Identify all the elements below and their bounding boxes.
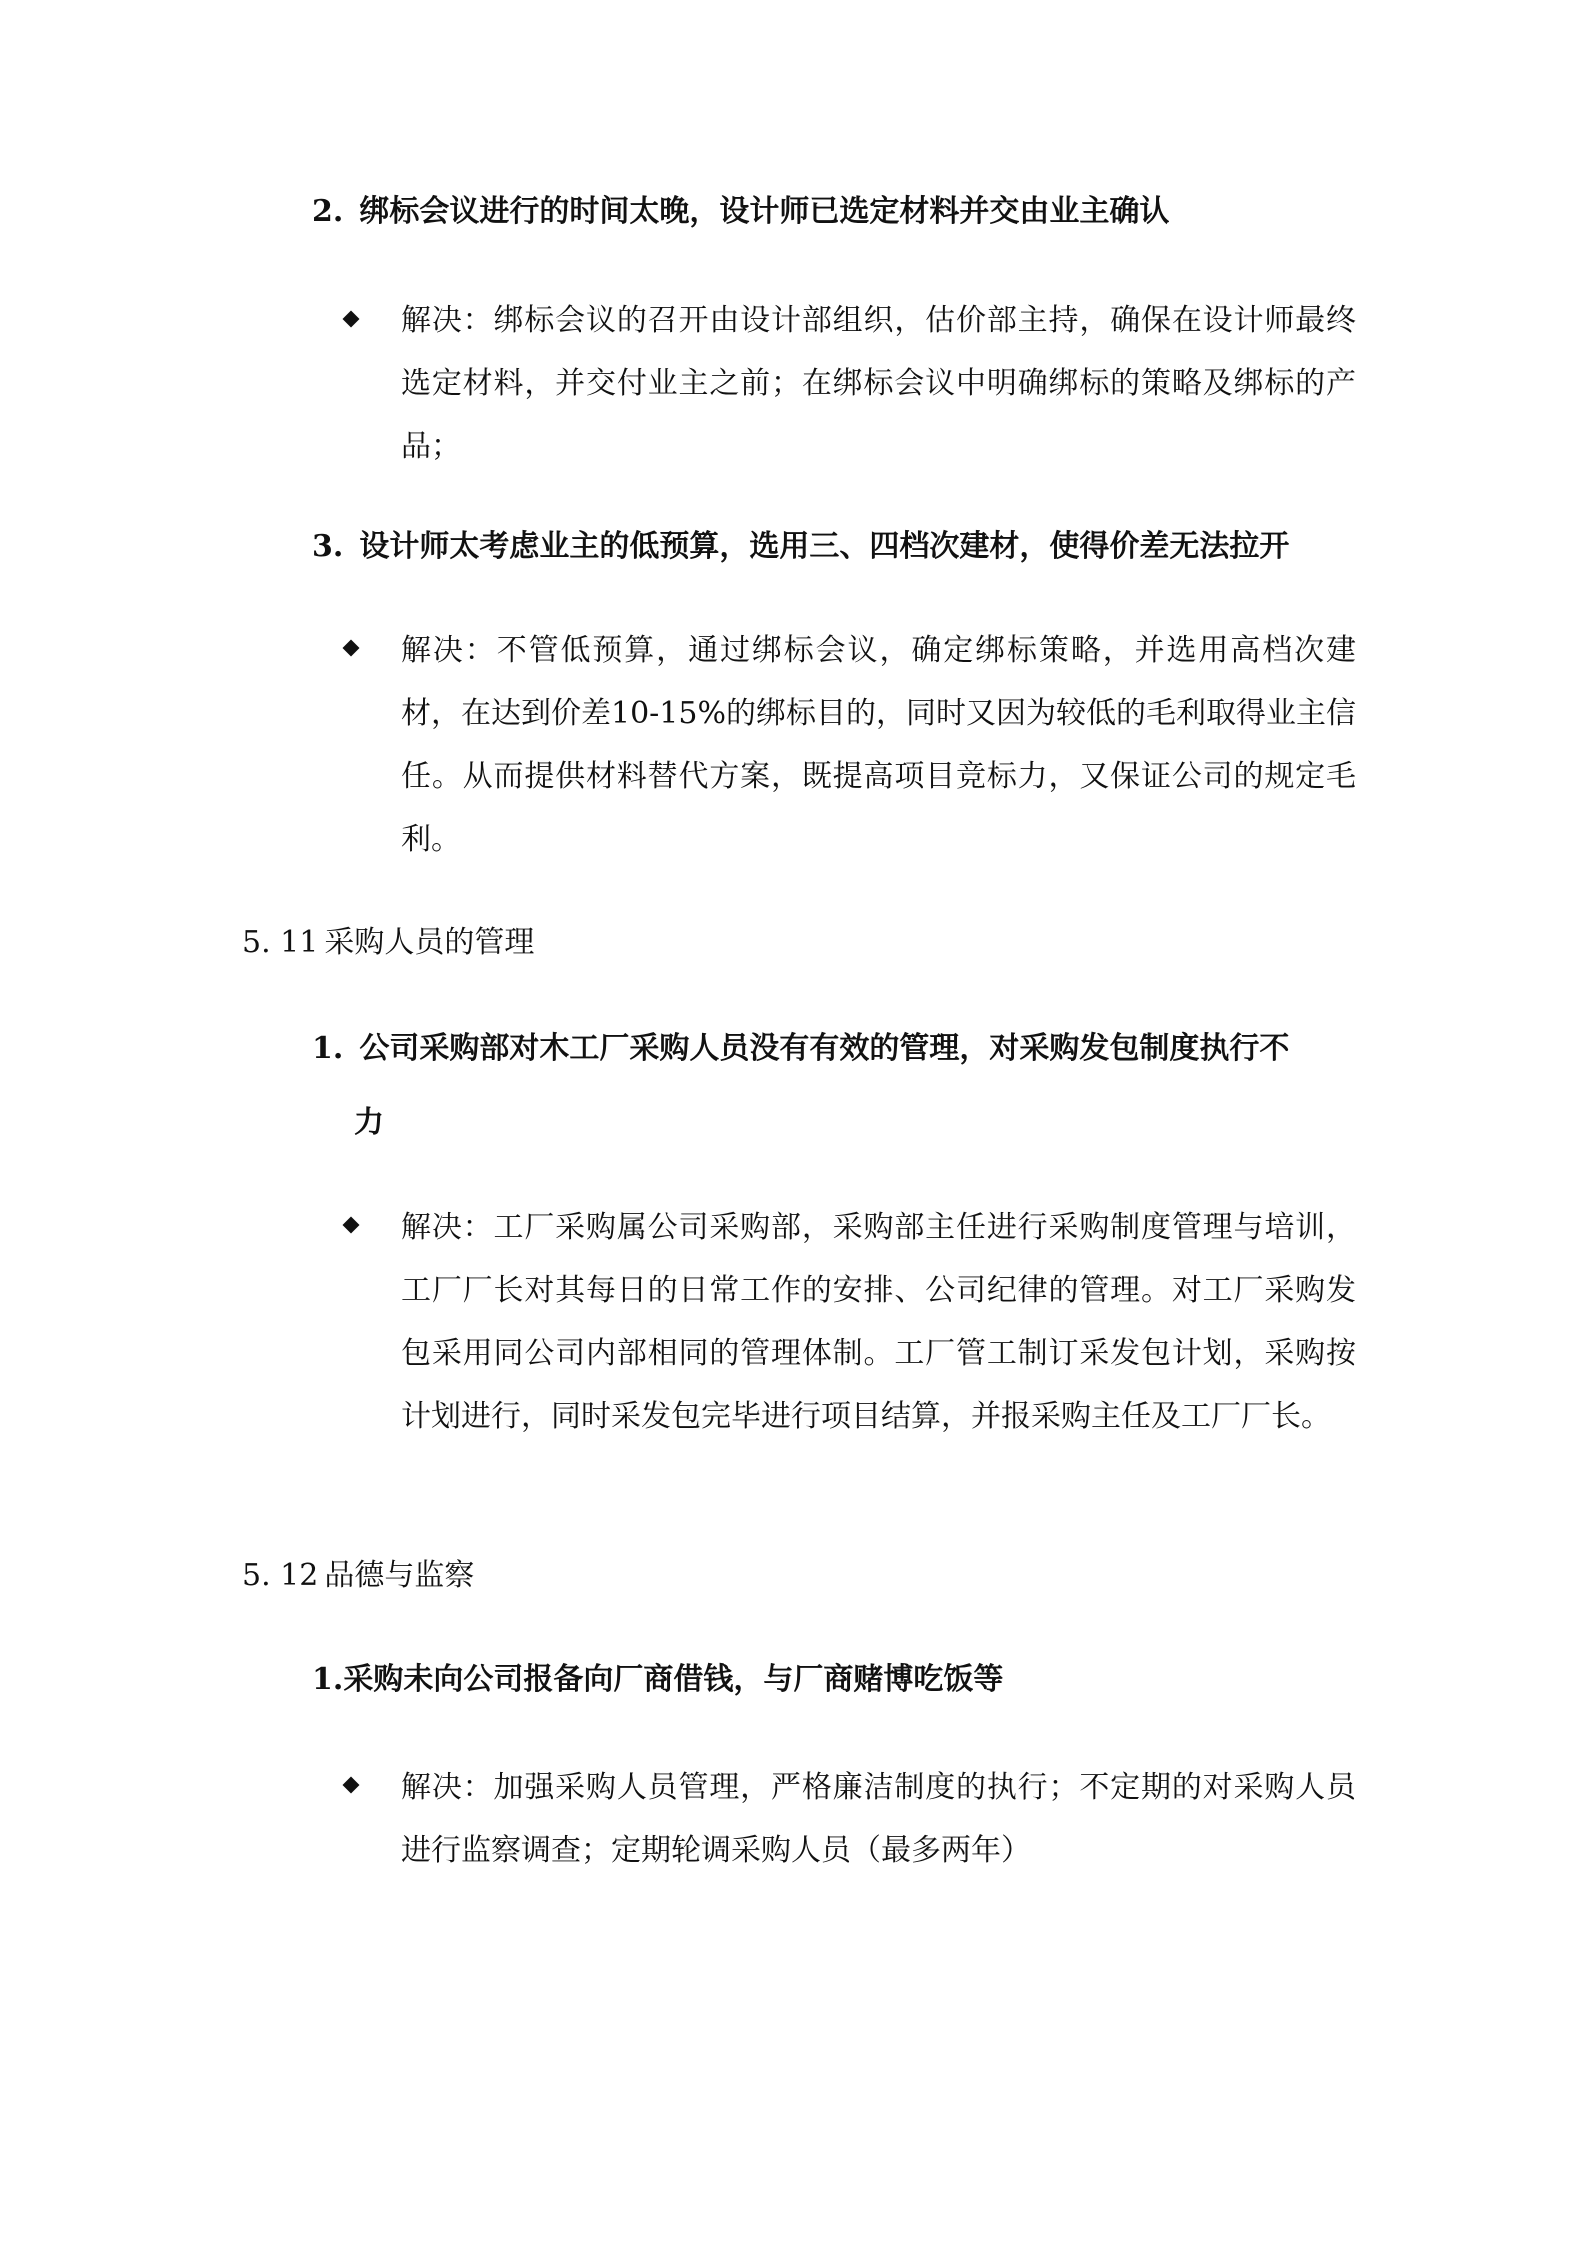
item-number: 1. <box>312 1031 344 1066</box>
section-number: 5. 11 <box>242 925 319 960</box>
item-number: 2. <box>312 194 344 229</box>
section-title-5-12 <box>242 1556 474 1596</box>
item-heading-5-12-1 <box>312 1660 1003 1700</box>
item-number: 3. <box>312 529 344 564</box>
solution-paragraph: 解决：绑标会议的召开由设计部组织，估价部主持，确保在设计师最终选定材料，并交付业主之前；在绑标会议中明确绑标的策略及绑标的产品； <box>401 303 1356 464</box>
item-heading-text: 设计师太考虑业主的低预算，选用三、四档次建材，使得价差无法拉开 <box>359 529 1290 564</box>
item-heading-continuation: 力 <box>354 1105 384 1140</box>
solution-paragraph: 解决：工厂采购属公司采购部，采购部主任进行采购制度管理与培训，工厂厂长对其每日的日常工作的安排、公司纪律的管理。对工厂采购发包采用同公司内部相同的管理体制。工厂管工制订采发包计划，采购按计划进行，同时采发包完毕进行项目结算，并报采购主任及工厂厂长。 <box>401 1210 1356 1434</box>
diamond-bullet-icon <box>343 1217 360 1234</box>
diamond-bullet-icon <box>343 640 360 657</box>
item-number: 1. <box>312 1662 344 1697</box>
item-heading-text: 采购未向公司报备向厂商借钱，与厂商赌博吃饭等 <box>343 1662 1004 1697</box>
item-heading-5-11-1 <box>312 1012 1352 1160</box>
section-title-5-11 <box>242 923 534 963</box>
diamond-bullet-icon <box>343 311 360 328</box>
item-heading-3 <box>312 527 1289 567</box>
solution-paragraph: 解决：加强采购人员管理，严格廉洁制度的执行；不定期的对采购人员进行监察调查；定期轮调采购人员（最多两年） <box>401 1770 1356 1868</box>
section-title-text: 品德与监察 <box>324 1558 475 1593</box>
diamond-bullet-icon <box>343 1777 360 1794</box>
solution-paragraph: 解决：不管低预算，通过绑标会议，确定绑标策略，并选用高档次建材，在达到价差10-15%的绑标目的，同时又因为较低的毛利取得业主信任。从而提供材料替代方案，既提高项目竞标力，又保证公司的规定毛利。 <box>401 633 1356 857</box>
item-heading-2 <box>312 192 1169 232</box>
item-heading-text: 绑标会议进行的时间太晚，设计师已选定材料并交由业主确认 <box>359 194 1170 229</box>
section-number: 5. 12 <box>242 1558 319 1593</box>
section-title-text: 采购人员的管理 <box>324 925 535 960</box>
item-heading-text: 公司采购部对木工厂采购人员没有有效的管理，对采购发包制度执行不 <box>359 1031 1290 1066</box>
